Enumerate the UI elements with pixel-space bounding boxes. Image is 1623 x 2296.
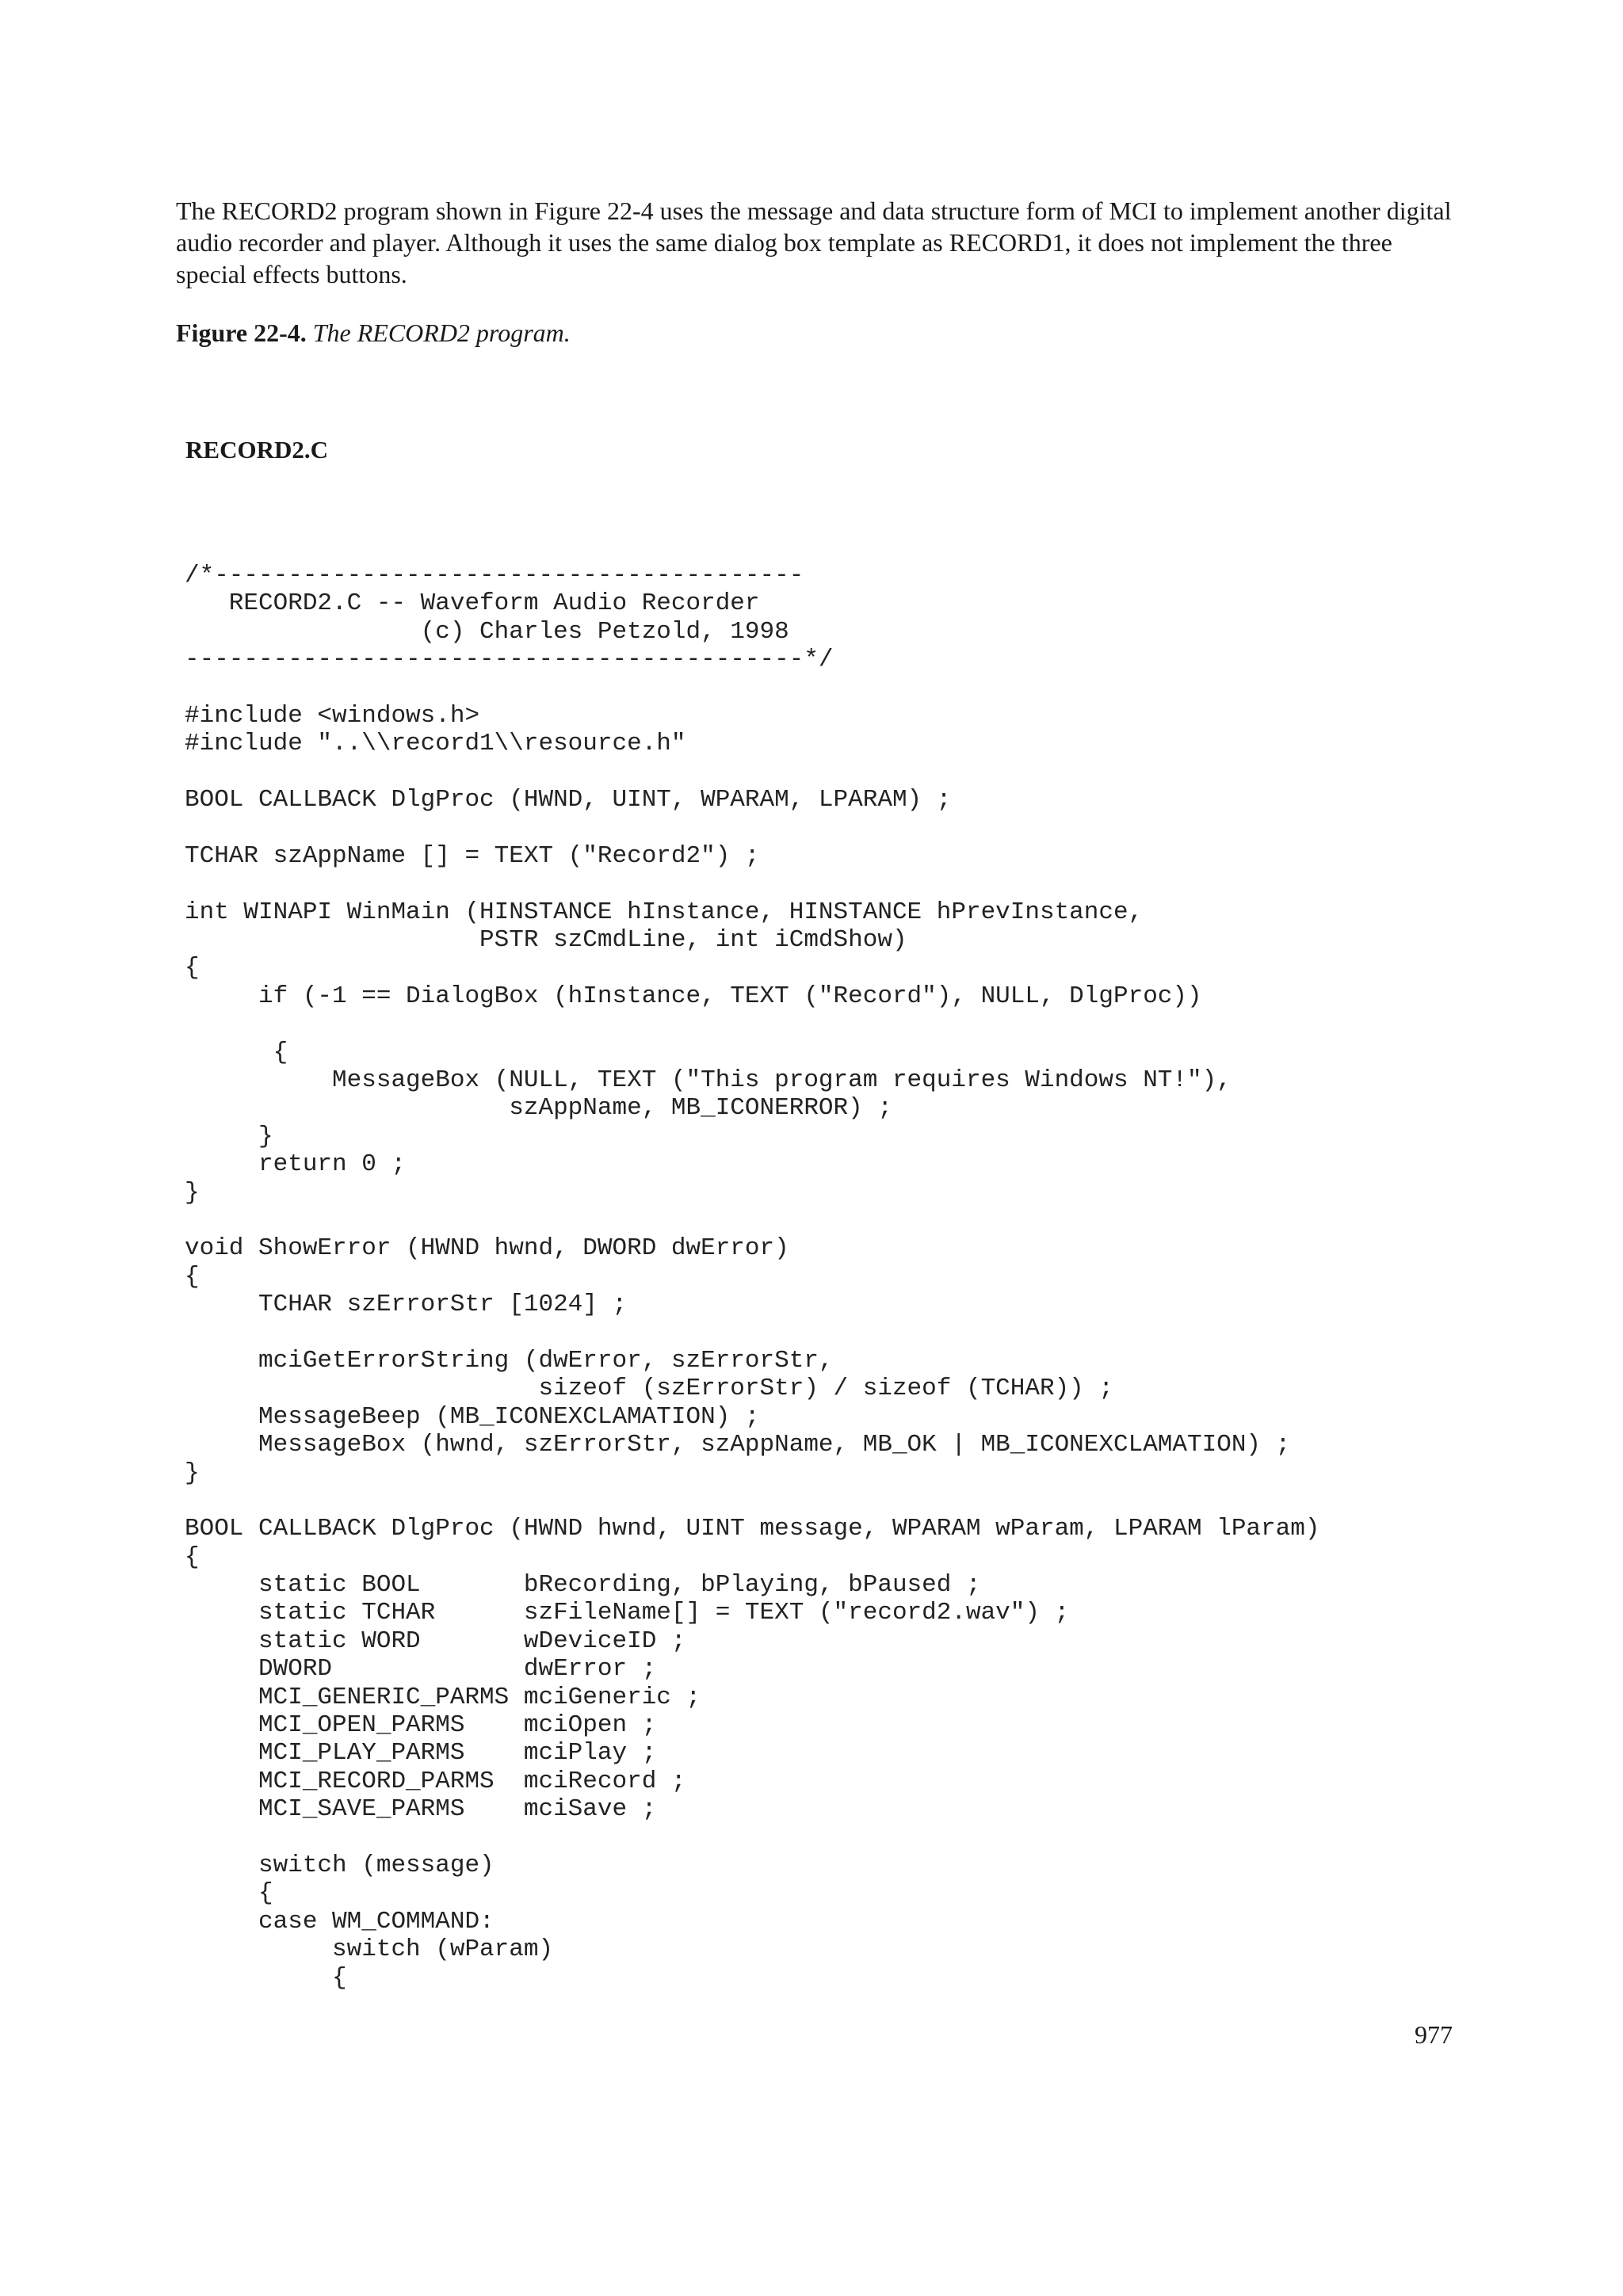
code-line <box>185 758 1319 786</box>
code-line: { <box>185 1543 200 1571</box>
code-line: szAppName, MB_ICONERROR) ; <box>185 1094 892 1123</box>
page-number: 977 <box>1415 2020 1453 2049</box>
code-line: void ShowError (HWND hwnd, DWORD dwError) <box>185 1234 789 1263</box>
code-line: MessageBox (NULL, TEXT ("This program requires Windows NT!"), <box>185 1066 1232 1095</box>
code-line: static BOOL bRecording, bPlaying, bPaused ; <box>185 1571 981 1600</box>
code-line: BOOL CALLBACK DlgProc (HWND, UINT, WPARAM, LPARAM) ; <box>185 786 952 814</box>
code-line <box>185 1010 1319 1038</box>
code-line: switch (message) <box>185 1851 495 1879</box>
code-line <box>185 1207 1319 1234</box>
code-line: mciGetErrorString (dwError, szErrorStr, <box>185 1346 834 1375</box>
code-line: switch (wParam) <box>185 1936 554 1964</box>
figure-label: Figure 22-4. <box>176 318 307 347</box>
code-line: { <box>185 1963 347 1992</box>
code-line: (c) Charles Petzold, 1998 <box>185 617 789 646</box>
code-listing <box>185 562 1319 1992</box>
code-line: } <box>185 1178 200 1207</box>
code-line: MessageBeep (MB_ICONEXCLAMATION) ; <box>185 1402 760 1431</box>
code-line: sizeof (szErrorStr) / sizeof (TCHAR)) ; <box>185 1375 1113 1403</box>
code-line: } <box>185 1122 273 1150</box>
code-line: static TCHAR szFileName[] = TEXT ("record2.wav") ; <box>185 1599 1070 1627</box>
listing-title: RECORD2.C <box>185 436 328 463</box>
code-line <box>185 674 1319 702</box>
code-line: } <box>185 1459 200 1487</box>
code-line: int WINAPI WinMain (HINSTANCE hInstance, HINSTANCE hPrevInstance, <box>185 898 1144 926</box>
code-line: ------------------------------------------*/ <box>185 646 834 674</box>
code-line <box>185 1319 1319 1347</box>
code-line <box>185 814 1319 842</box>
code-line: RECORD2.C -- Waveform Audio Recorder <box>185 589 760 618</box>
code-line: MCI_OPEN_PARMS mciOpen ; <box>185 1711 657 1740</box>
code-line: if (-1 == DialogBox (hInstance, TEXT ("Record"), NULL, DlgProc)) <box>185 982 1202 1010</box>
code-line: MCI_RECORD_PARMS mciRecord ; <box>185 1767 686 1795</box>
code-line: MessageBox (hwnd, szErrorStr, szAppName, MB_OK | MB_ICONEXCLAMATION) ; <box>185 1431 1291 1459</box>
code-line: { <box>185 1879 273 1908</box>
code-line: { <box>185 1262 200 1291</box>
code-line <box>185 870 1319 898</box>
code-line: /*---------------------------------------- <box>185 562 804 589</box>
code-line: static WORD wDeviceID ; <box>185 1627 686 1655</box>
code-line: MCI_SAVE_PARMS mciSave ; <box>185 1795 657 1824</box>
code-line: BOOL CALLBACK DlgProc (HWND hwnd, UINT message, WPARAM wParam, LPARAM lParam) <box>185 1515 1320 1543</box>
code-line: MCI_GENERIC_PARMS mciGeneric ; <box>185 1683 701 1711</box>
code-line: { <box>185 954 200 982</box>
code-line: case WM_COMMAND: <box>185 1907 495 1936</box>
code-line: TCHAR szAppName [] = TEXT ("Record2") ; <box>185 841 760 870</box>
code-line: MCI_PLAY_PARMS mciPlay ; <box>185 1739 657 1768</box>
intro-paragraph: The RECORD2 program shown in Figure 22-4 uses the message and data structure form of MCI to implement another digital audio recorder and player. Although it uses the same dialog box template as RECORD1, it does not implement the three special effects buttons. <box>176 196 1452 288</box>
code-line: #include <windows.h> <box>185 701 480 730</box>
figure-title: The RECORD2 program. <box>312 318 571 347</box>
code-line: #include "..\\record1\\resource.h" <box>185 730 686 758</box>
code-line <box>185 1824 1319 1852</box>
code-line <box>185 1487 1319 1515</box>
code-line: return 0 ; <box>185 1150 407 1179</box>
code-line: { <box>185 1038 288 1066</box>
code-line: PSTR szCmdLine, int iCmdShow) <box>185 926 907 955</box>
code-line: TCHAR szErrorStr [1024] ; <box>185 1291 628 1319</box>
figure-caption <box>176 317 571 349</box>
code-line: DWORD dwError ; <box>185 1655 657 1684</box>
